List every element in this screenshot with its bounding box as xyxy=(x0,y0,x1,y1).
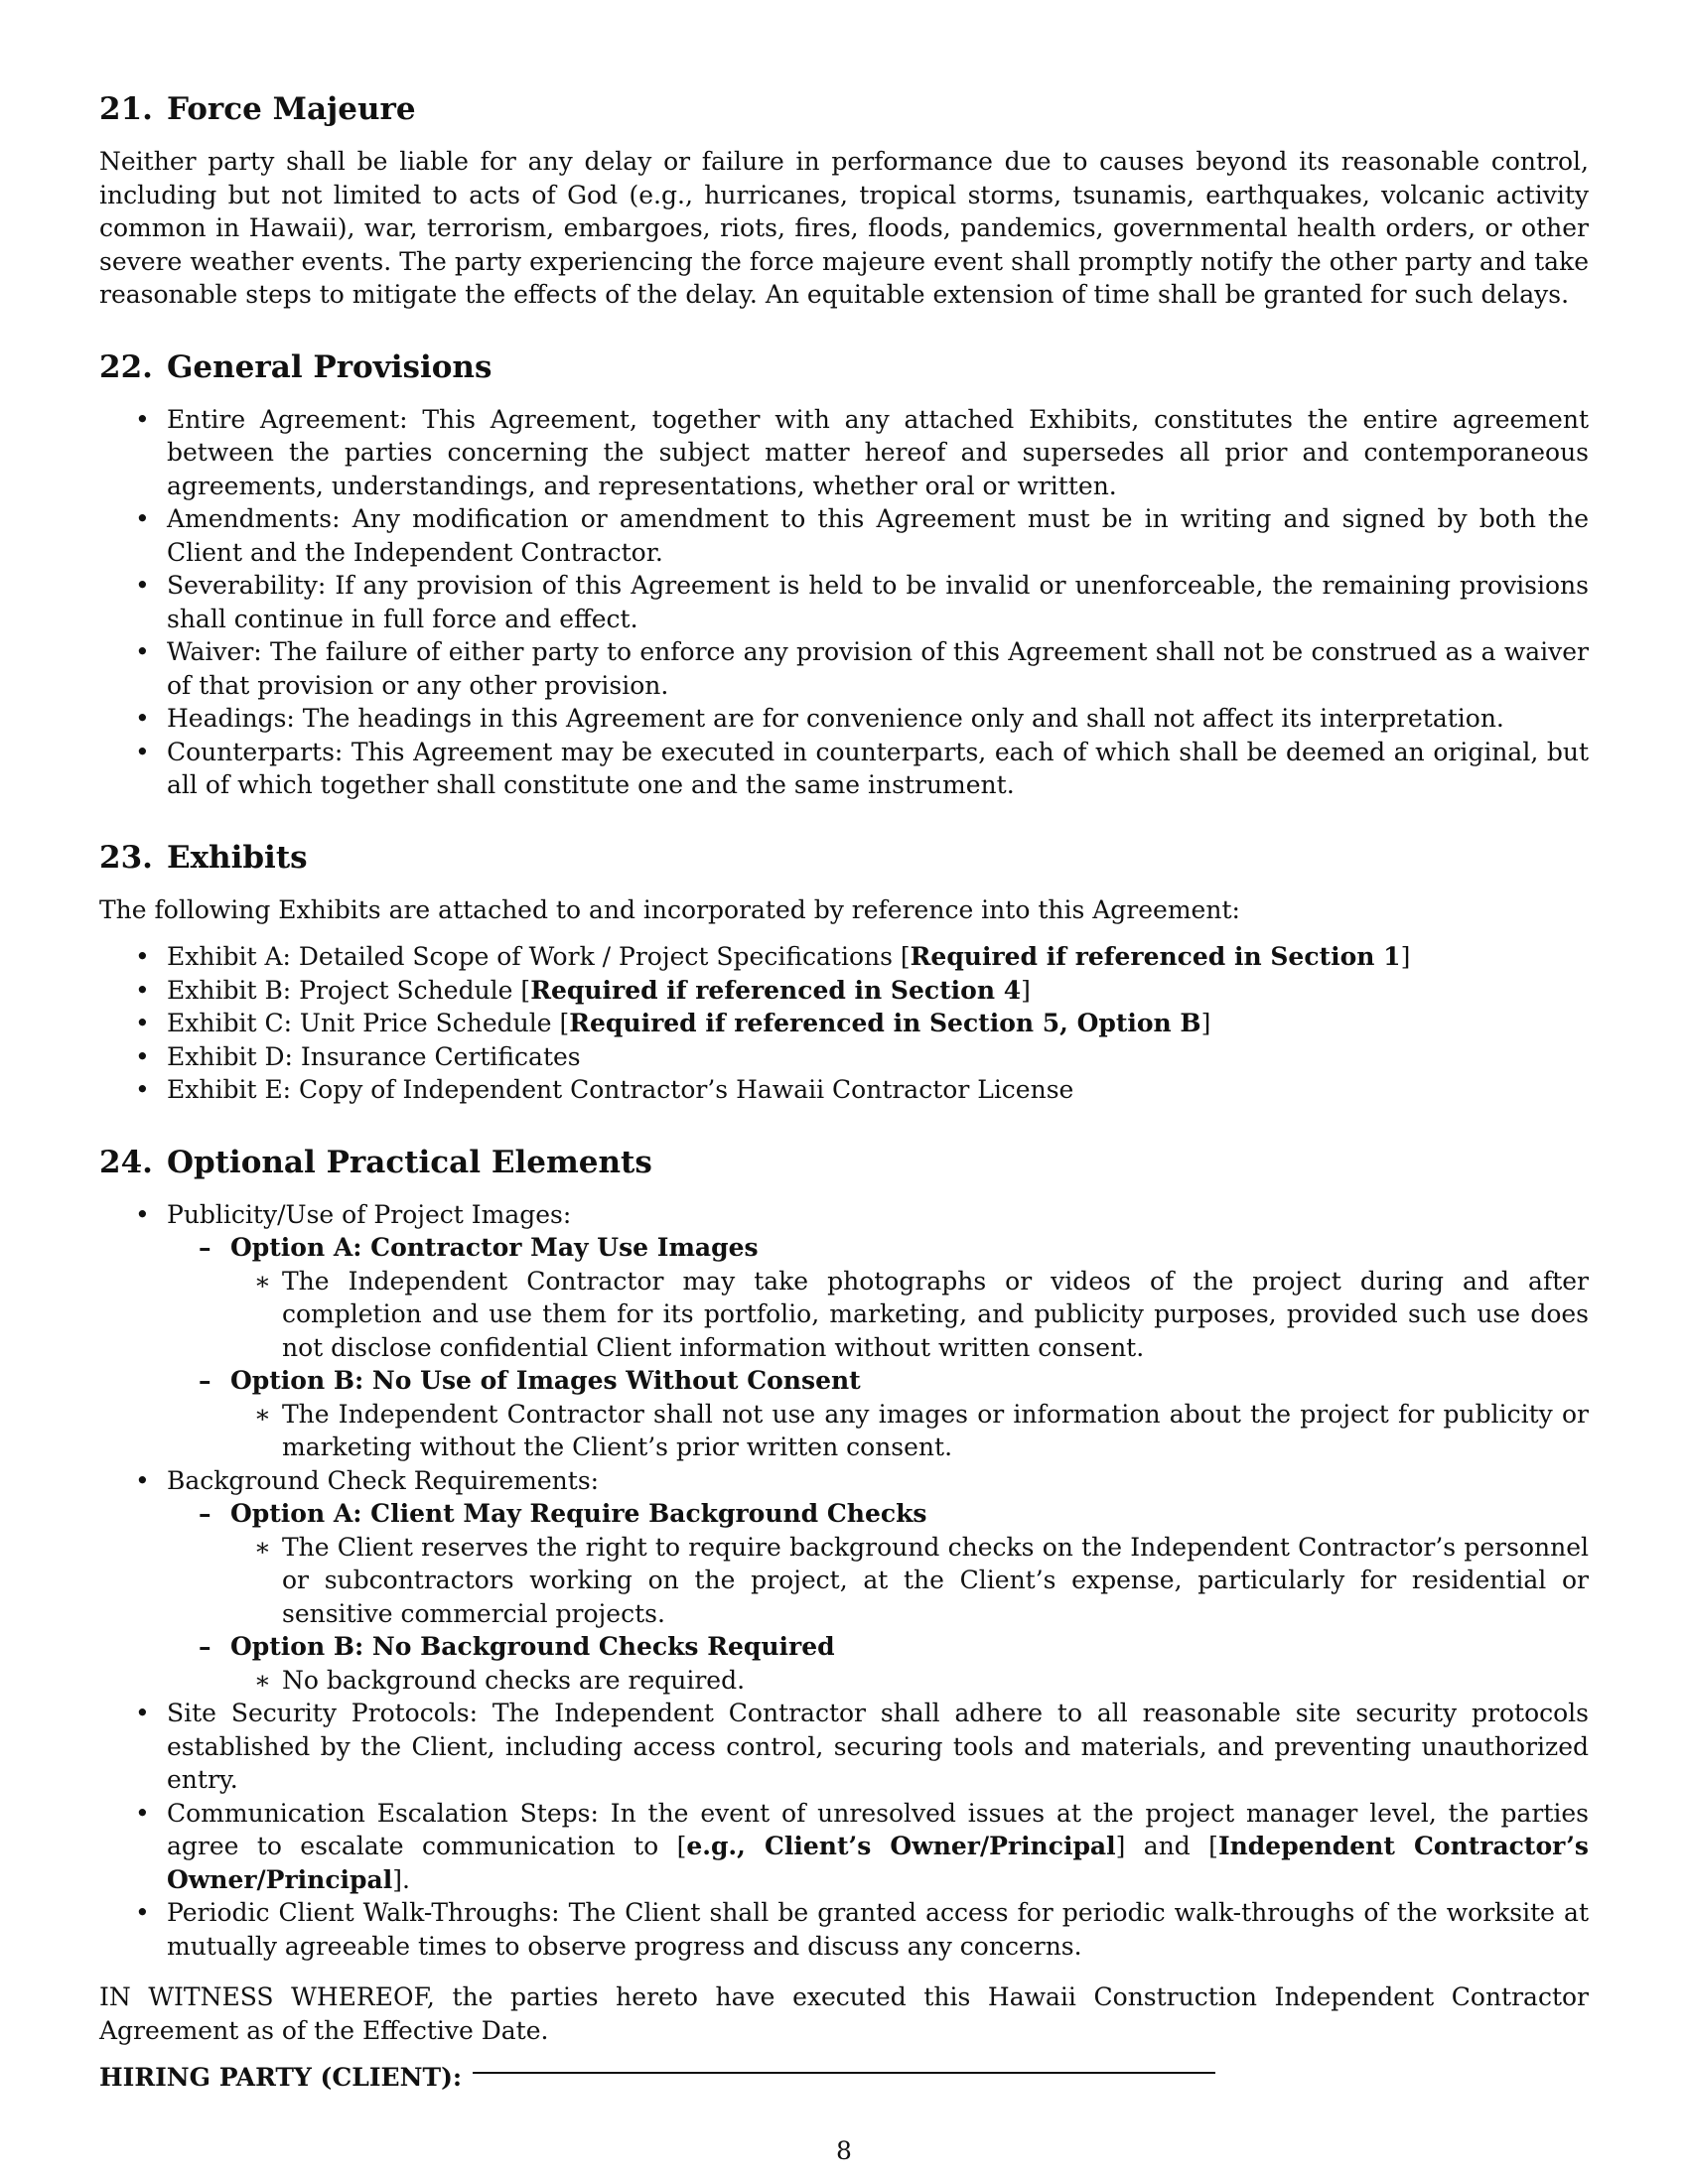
list-item: • Headings: The headings in this Agreement are for convenience only and shall not affect its interpretation. xyxy=(99,702,1589,736)
list-item: • Exhibit B: Project Schedule [Required if referenced in Section 4] xyxy=(99,974,1589,1008)
list-item: ∗ The Independent Contractor shall not use any images or information about the project for publicity or marketing without the Client’s prior written consent. xyxy=(254,1398,1589,1464)
option-title: Option B: No Use of Images Without Consent xyxy=(230,1366,861,1395)
exhibits-intro: The following Exhibits are attached to and incorporated by reference into this Agreement: xyxy=(99,894,1240,924)
provisions-list xyxy=(99,403,1589,802)
section-body: Neither party shall be liable for any delay or failure in performance due to causes beyond its reasonable control, including but not limited to acts of God (e.g., hurricanes, tropical storms, tsunamis, earthquakes, volcanic activity common in Hawaii), war, terrorism, embargoes, riots, fires, floods, pandemics, governmental health orders, or other severe weather events. The party experiencing the force majeure event shall promptly notify the other party and take reasonable steps to mitigate the effects of the delay. An equitable extension of time shall be granted for such delays. xyxy=(99,147,1589,309)
section-heading: 21. Force Majeure xyxy=(99,91,416,127)
section-22 xyxy=(99,347,1589,802)
list-item: • Entire Agreement: This Agreement, together with any attached Exhibits, constitutes the entire agreement between the parties concerning the subject matter hereof and supersedes all prior and contemporaneous agreements, understandings, and representations, whether oral or written. xyxy=(99,403,1589,503)
list-item: • Amendments: Any modification or amendment to this Agreement must be in writing and signed by both the Client and the Independent Contractor. xyxy=(99,502,1589,569)
section-23 xyxy=(99,838,1589,1107)
option-title: Option A: Contractor May Use Images xyxy=(230,1233,759,1262)
list-item: ∗ No background checks are required. xyxy=(254,1664,1589,1698)
document-page xyxy=(99,89,1589,2095)
list-item: • Exhibit A: Detailed Scope of Work / Project Specifications [Required if referenced in Section 1] xyxy=(99,940,1589,974)
list-item: • Publicity/Use of Project Images: – Option A: Contractor May Use Images ∗ The Independent Contractor may take photographs or videos of the project during and after completion and use them for its portfolio, marketing, and publicity purposes, provided such use does not disclose confidential Client information without written consent. – Option B: No Use of Images Without Consent ∗ The Independent Contractor shall not use any images or information about the project for publicity or marketing without the Client’s prior written consent. xyxy=(99,1198,1589,1464)
section-21 xyxy=(99,89,1589,312)
list-item: • Exhibit E: Copy of Independent Contractor’s Hawaii Contractor License xyxy=(99,1073,1589,1107)
option-title: Option B: No Background Checks Required xyxy=(230,1632,835,1661)
exhibits-list xyxy=(99,940,1589,1107)
list-item: • Communication Escalation Steps: In the event of unresolved issues at the project manager level, the parties agree to escalate communication to [e.g., Client’s Owner/Principal] and [Independent Contractor’s Owner/Principal]. xyxy=(99,1797,1589,1897)
witness-clause: IN WITNESS WHEREOF, the parties hereto have executed this Hawaii Construction Independent Contractor Agreement as of the Effective Date. xyxy=(99,1982,1589,2045)
section-24 xyxy=(99,1143,1589,1964)
section-heading: 23. Exhibits xyxy=(99,839,308,876)
list-item: • Site Security Protocols: The Independent Contractor shall adhere to all reasonable site security protocols established by the Client, including access control, securing tools and materials, and preventing unauthorized entry. xyxy=(99,1697,1589,1797)
optional-elements-list xyxy=(99,1198,1589,1964)
list-item: • Exhibit D: Insurance Certificates xyxy=(99,1040,1589,1074)
list-item: • Exhibit C: Unit Price Schedule [Required if referenced in Section 5, Option B] xyxy=(99,1007,1589,1040)
page-number: 8 xyxy=(836,2136,852,2165)
list-item: ∗ The Client reserves the right to require background checks on the Independent Contractor’s personnel or subcontractors working on the project, at the Client’s expense, particularly for residential or sensitive commercial projects. xyxy=(254,1531,1589,1631)
hiring-party-label: HIRING PARTY (CLIENT): xyxy=(99,2063,463,2092)
list-item: • Waiver: The failure of either party to enforce any provision of this Agreement shall not be construed as a waiver of that provision or any other provision. xyxy=(99,635,1589,702)
list-item: • Counterparts: This Agreement may be executed in counterparts, each of which shall be deemed an original, but all of which together shall constitute one and the same instrument. xyxy=(99,736,1589,802)
list-item: • Periodic Client Walk-Throughs: The Client shall be granted access for periodic walk-throughs of the worksite at mutually agreeable times to observe progress and discuss any concerns. xyxy=(99,1896,1589,1963)
list-item: ∗ The Independent Contractor may take photographs or videos of the project during and after completion and use them for its portfolio, marketing, and publicity purposes, provided such use does not disclose confidential Client information without written consent. xyxy=(254,1265,1589,1365)
option-title: Option A: Client May Require Background Checks xyxy=(230,1499,927,1528)
list-item: • Background Check Requirements: – Option A: Client May Require Background Checks ∗ The Client reserves the right to require background checks on the Independent Contractor’s personnel or subcontractors working on the project, at the Client’s expense, particularly for residential or sensitive commercial projects. – Option B: No Background Checks Required ∗ No background checks are required. xyxy=(99,1464,1589,1698)
list-item: • Severability: If any provision of this Agreement is held to be invalid or unenforceable, the remaining provisions shall continue in full force and effect. xyxy=(99,569,1589,635)
signature-line[interactable] xyxy=(473,2072,1215,2074)
section-heading: 22. General Provisions xyxy=(99,348,492,385)
section-heading: 24. Optional Practical Elements xyxy=(99,1144,652,1180)
